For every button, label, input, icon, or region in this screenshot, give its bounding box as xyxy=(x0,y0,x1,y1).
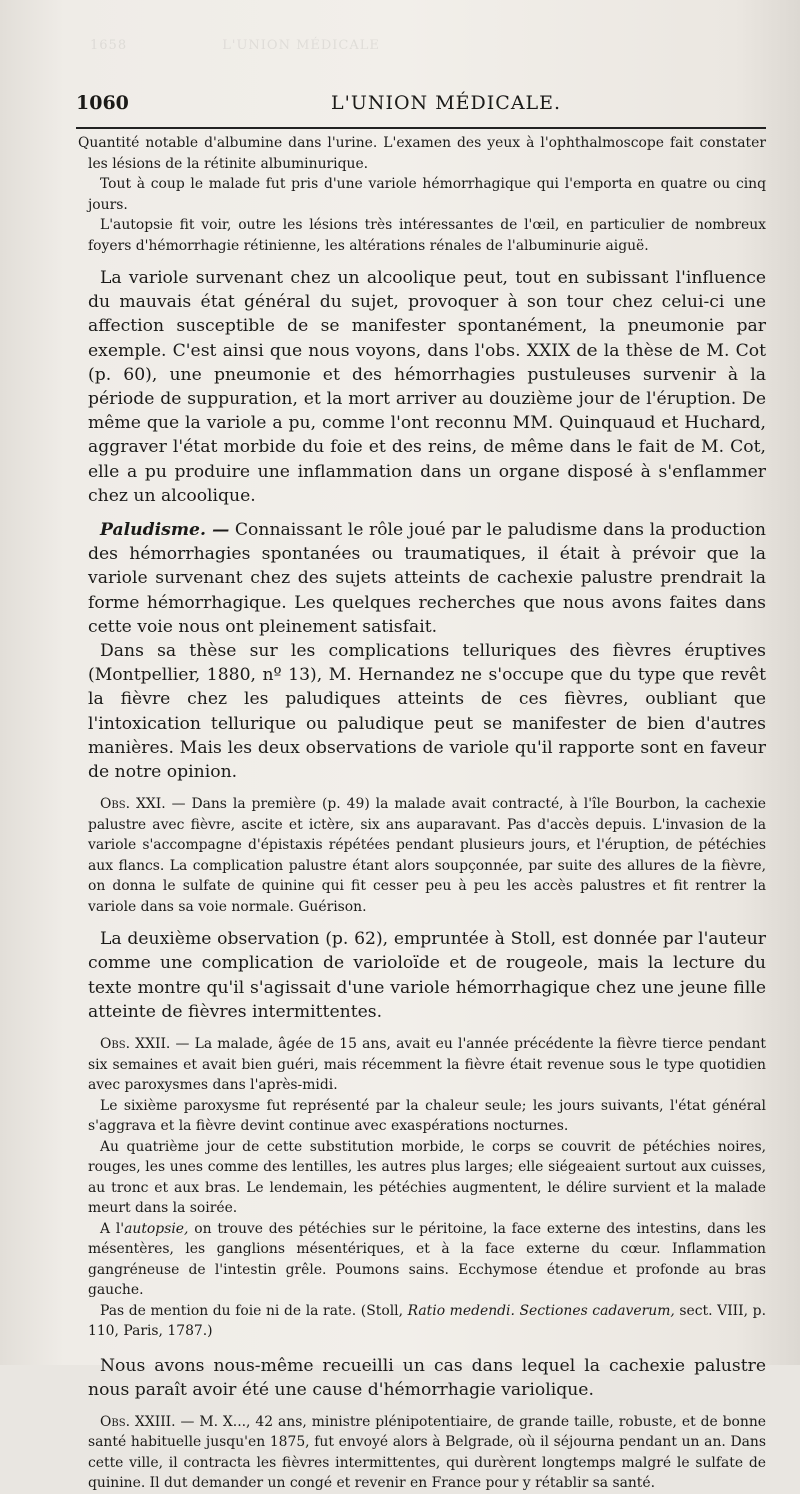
page-body xyxy=(78,133,767,1494)
obs-xxii-paroxysme: Le sixième paroxysme fut représenté par la chaleur seule; les jours suivants, l'état général s'aggrava et la fièvre devint continue avec exaspérations nocturnes. xyxy=(88,1097,766,1135)
paragraph-paludisme xyxy=(88,518,766,639)
ghost-page-number: 1658 xyxy=(90,38,128,53)
obs-xxi-text: Dans la première (p. 49) la malade avait contracté, à l'île Bourbon, la cachexie palustre avec fièvre, ascite et ictère, six ans auparavant. Pas d'accès depuis. L'invasion de la variole s'accompagne d'épistaxis répétées pendant plusieurs jours, et l'éruption, de pétéchies aux flancs. La complication palustre étant alors soupçonnée, par suite des allures de la fièvre, on donna le sulfate de quinine qui fit cesser peu à peu les accès palustres et fit rentrer la variole dans sa voie normale. Guérison. xyxy=(88,796,766,915)
obs-xxi xyxy=(88,794,766,917)
page-header xyxy=(76,92,766,118)
reference-text: Pas de mention du foie ni de la rate. (Stoll, xyxy=(100,1302,403,1319)
obs-xxii xyxy=(88,1034,766,1096)
obs-xxii-autopsie xyxy=(88,1219,766,1301)
page-number: 1060 xyxy=(76,92,129,114)
obs-xxii-label: Obs. XXII. — xyxy=(100,1036,190,1053)
obs-xxiii xyxy=(88,1412,766,1494)
reference-work: Ratio medendi. Sectiones cadaverum, xyxy=(407,1302,675,1319)
paragraph-stoll: La deuxième observation (p. 62), empruntée à Stoll, est donnée par l'auteur comme une complication de varioloïde et de rougeole, mais la lecture du texte montre qu'il s'agissait d'une variole hémorrhagique chez une jeune fille atteinte de fièvres intermittentes. xyxy=(88,929,766,1022)
obs-xx-death: Tout à coup le malade fut pris d'une variole hémorrhagique qui l'emporta en quatre ou cinq jours. xyxy=(88,176,766,213)
obs-xxii-petechies: Au quatrième jour de cette substitution morbide, le corps se couvrit de pétéchies noires, rouges, les unes comme des lentilles, les autres plus larges; elle siégeaient surtout aux cuisses, au tronc et aux bras. Le lendemain, les pétéchies augmentent, le délire survient et la malade meurt dans la soirée. xyxy=(88,1138,766,1217)
obs-xxiii-label: Obs. XXIII. xyxy=(100,1413,176,1430)
obs-xxii-reference xyxy=(88,1301,766,1342)
obs-xxii-text: La malade, âgée de 15 ans, avait eu l'année précédente la fièvre tierce pendant six semaines et avait bien guéri, mais récemment la fièvre était revenue sous le type quotidien avec paroxysmes dans l'après-midi. xyxy=(88,1036,766,1094)
obs-xxiii-text: — M. X..., 42 ans, ministre plénipotentiaire, de grande taille, robuste, et de bonne santé habituelle jusqu'en 1875, fut envoyé alors à Belgrade, où il séjourna pendant un an. Dans cette ville, il contracta les fièvres intermittentes, qui durèrent longtemps malgré le sulfate de quinine. Il dut demander un congé et revenir en France pour y rétablir sa santé. xyxy=(88,1413,766,1492)
paragraph-nous-avons: Nous avons nous-même recueilli un cas dans lequel la cachexie palustre nous paraît avoir été une cause d'hémorrhagie variolique. xyxy=(88,1355,766,1400)
ghost-running-title: L'UNION MÉDICALE xyxy=(222,38,380,53)
obs-xxi-label: Obs. XXI. — xyxy=(100,796,186,813)
paragraph-hernandez: Dans sa thèse sur les complications telluriques des fièvres éruptives (Montpellier, 1880, nº 13), M. Hernandez ne s'occupe que du type que revêt la fièvre chez les paludiques atteints de ces fièvres, oubliant que l'intoxication tellurique ou paludique peut se manifester de bien d'autres manières. Mais les deux observations de variole qu'il rapporte sont en faveur de notre opinion. xyxy=(88,641,766,783)
autopsie-word: autopsie, xyxy=(124,1220,189,1237)
running-title: L'UNION MÉDICALE. xyxy=(331,92,562,114)
bleed-through-text xyxy=(90,38,750,53)
autopsie-text: on trouve des pétéchies sur le péritoine, la face externe des intestins, dans les mésentères, les ganglions mésentériques, et à la face externe du cœur. Inflammation gangréneuse de l'intestin grêle. Poumons sains. Ecchymose étendue et profonde au bras gauche. xyxy=(88,1220,766,1299)
autopsie-prefix: A l' xyxy=(100,1220,125,1237)
reference-location: sect. VIII, p. 110, Paris, 1787.) xyxy=(88,1302,766,1340)
obs-xx-autopsy: L'autopsie fit voir, outre les lésions très intéressantes de l'œil, en particulier de nombreux foyers d'hémorrhagie rétinienne, les altérations rénales de l'albuminurie aiguë. xyxy=(88,217,766,254)
section-heading-paludisme: Paludisme. — xyxy=(100,520,230,541)
obs-xx-continuation: Quantité notable d'albumine dans l'urine. L'examen des yeux à l'ophthalmoscope fait constater les lésions de la rétinite albuminurique. xyxy=(78,135,766,172)
paludisme-text: Connaissant le rôle joué par le paludisme dans la production des hémorrhagies spontanées ou traumatiques, il était à prévoir que la variole survenant chez des sujets atteints de cachexie palustre prendrait la forme hémorrhagique. Les quelques recherches que nous avons faites dans cette voie nous ont pleinement satisfait. xyxy=(88,520,767,637)
paragraph-alcoolique: La variole survenant chez un alcoolique peut, tout en subissant l'influence du mauvais état général du sujet, provoquer à son tour chez celui-ci une affection susceptible de se manifester spontanément, la pneumonie par exemple. C'est ainsi que nous voyons, dans l'obs. XXIX de la thèse de M. Cot (p. 60), une pneumonie et des hémorrhagies pustuleuses survenir à la période de suppuration, et la mort arriver au douzième jour de l'éruption. De même que la variole a pu, comme l'ont reconnu MM. Quinquaud et Huchard, aggraver l'état morbide du foie et des reins, de même dans le fait de M. Cot, elle a pu produire une inflammation dans un organe disposé à s'enflammer chez un alcoolique. xyxy=(88,268,766,506)
header-rule xyxy=(76,127,766,129)
